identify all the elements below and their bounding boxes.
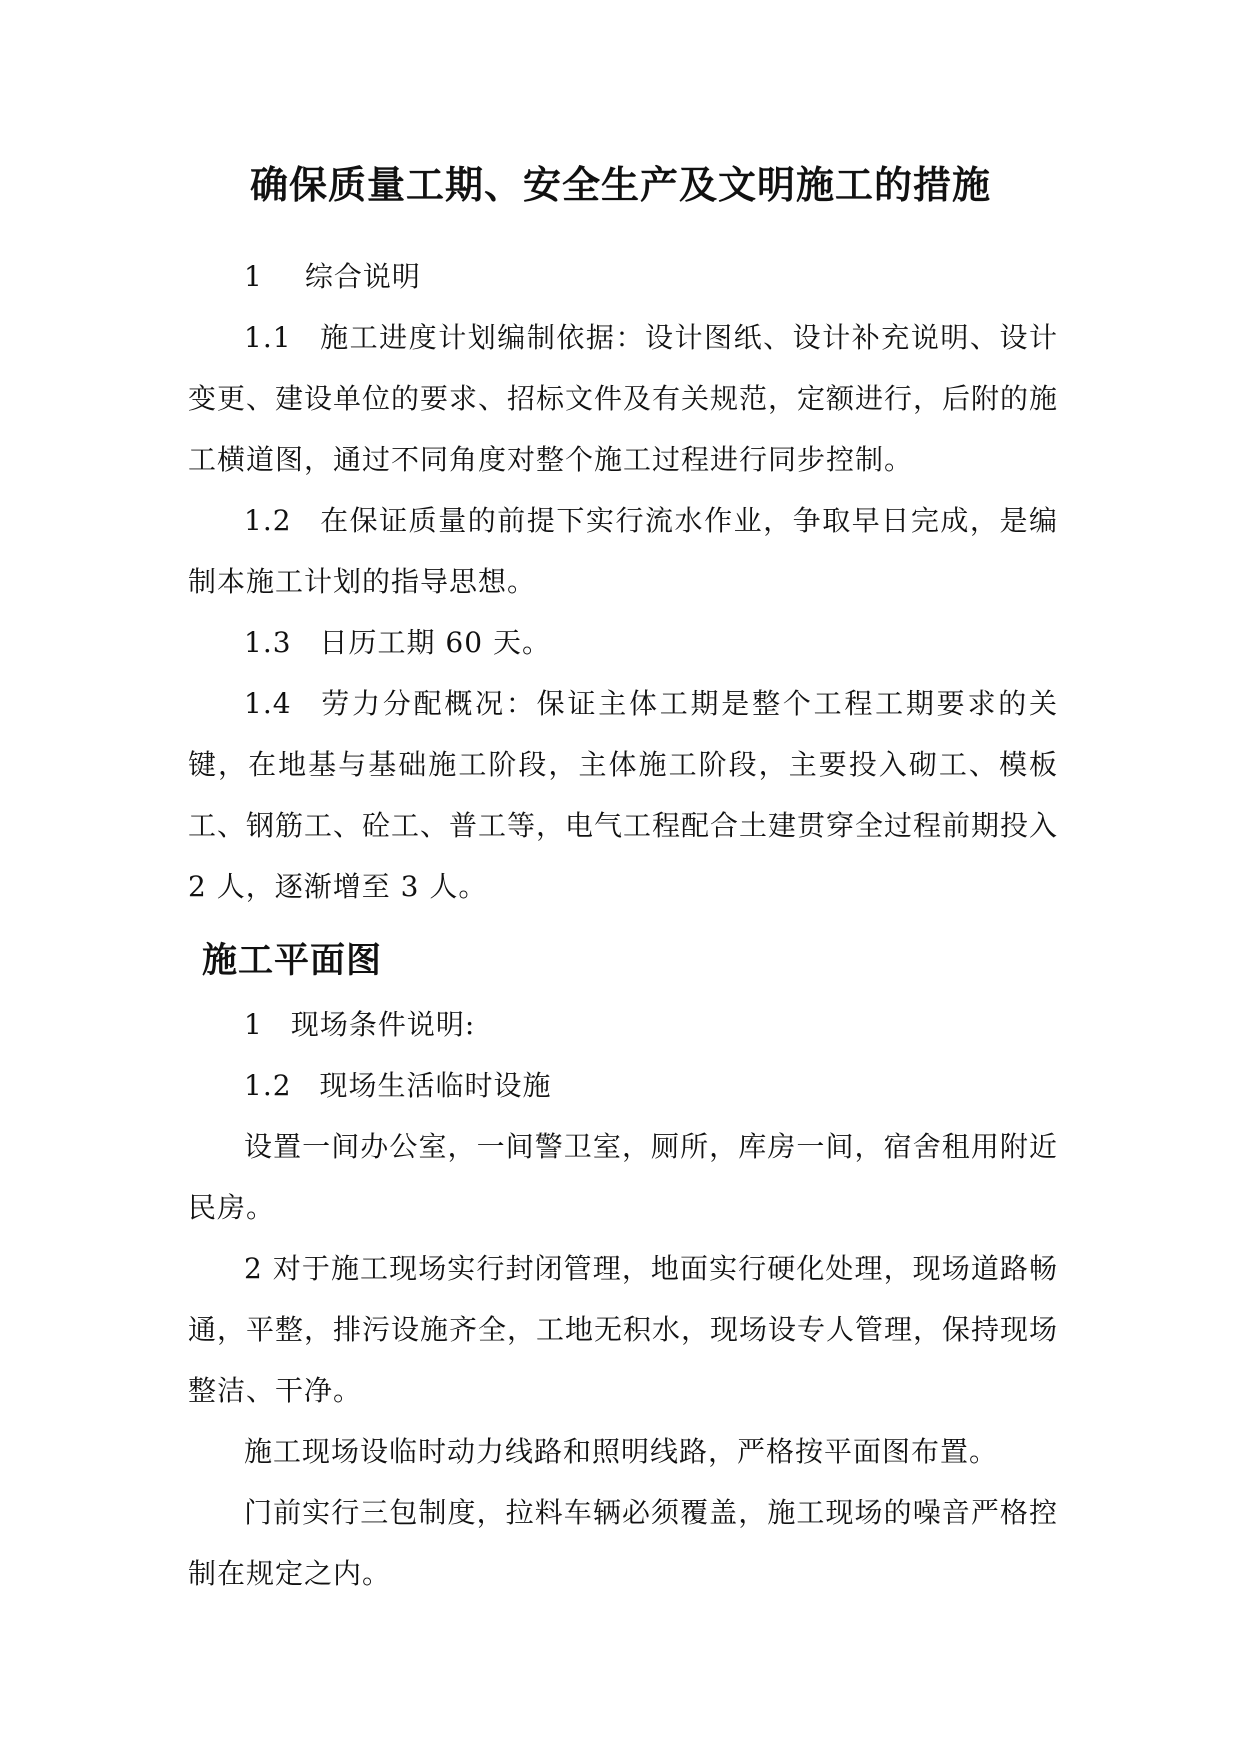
item-1-3: [188, 612, 1058, 673]
section1-heading: [188, 246, 1058, 307]
paragraph-facilities: 设置一间办公室，一间警卫室，厕所，库房一间，宿舍租用附近民房。: [188, 1130, 1058, 1224]
item-1-4-num: 1.4: [244, 687, 292, 720]
item-1-2-num: 1.2: [244, 504, 292, 537]
item-2-1-2-num: 1.2: [244, 1069, 292, 1102]
item-1-4-text: 劳力分配概况：保证主体工期是整个工程工期要求的关键，在地基与基础施工阶段，主体施工阶段，主要投入砌工、模板工、钢筋工、砼工、普工等，电气工程配合土建贯穿全过程前期投入 2 人，逐渐增至 3 人。: [188, 687, 1059, 903]
item-1-1-text: 施工进度计划编制依据：设计图纸、设计补充说明、设计变更、建设单位的要求、招标文件及有关规范，定额进行，后附的施工横道图，通过不同角度对整个施工过程进行同步控制。: [188, 321, 1059, 476]
item-2-1-2: [188, 1055, 1058, 1116]
document-title: 确保质量工期、安全生产及文明施工的措施: [249, 163, 991, 207]
item-2-1-num: 1: [244, 1008, 263, 1041]
section2-heading: 施工平面图: [202, 941, 383, 981]
item-1-2: [188, 490, 1058, 612]
item-1-1: [188, 307, 1058, 490]
paragraph-noise-control: 门前实行三包制度，拉料车辆必须覆盖，施工现场的噪音严格控制在规定之内。: [188, 1496, 1058, 1590]
paragraph-site-management: 2 对于施工现场实行封闭管理，地面实行硬化处理，现场道路畅通，平整，排污设施齐全，工地无积水，现场设专人管理，保持现场整洁、干净。: [188, 1252, 1059, 1407]
item-2-1: [188, 994, 1058, 1055]
item-1-3-num: 1.3: [244, 626, 292, 659]
section1-heading-text: 综合说明: [304, 260, 421, 293]
section-comprehensive: [188, 246, 1058, 917]
section-site-plan: [188, 928, 1058, 1604]
item-2-1-2-text: 现场生活临时设施: [319, 1069, 552, 1102]
item-2-1-text: 现场条件说明:: [290, 1008, 476, 1041]
item-1-2-text: 在保证质量的前提下实行流水作业，争取早日完成，是编制本施工计划的指导思想。: [188, 504, 1058, 598]
paragraph-power-lines: 施工现场设临时动力线路和照明线路，严格按平面图布置。: [244, 1435, 999, 1468]
item-1-3-text: 日历工期 60 天。: [319, 626, 551, 659]
item-1-1-num: 1.1: [244, 321, 292, 354]
item-1-4: [188, 673, 1058, 917]
section1-heading-num: 1: [244, 260, 263, 293]
